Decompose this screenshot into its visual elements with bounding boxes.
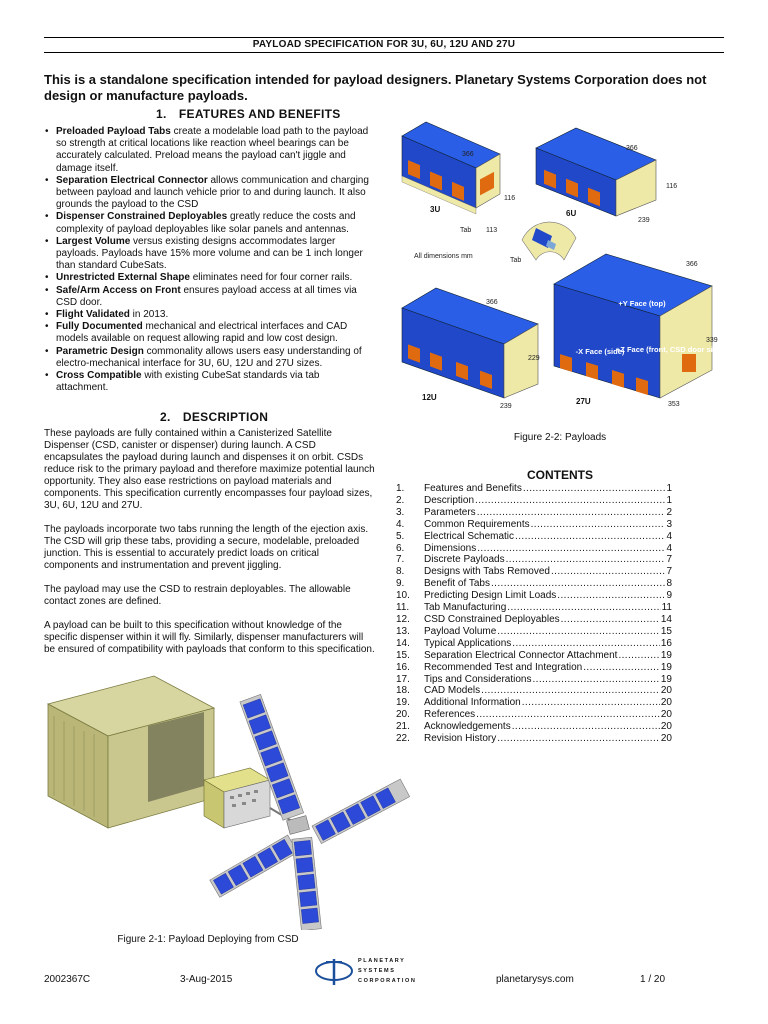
toc-leader-dots [522, 697, 660, 709]
toc-title: CAD Models [424, 685, 481, 697]
label-27u-xface: -X Face (side) [575, 347, 625, 356]
page-header-title: PAYLOAD SPECIFICATION FOR 3U, 6U, 12U AND 27U [252, 39, 516, 50]
toc-entry[interactable] [396, 507, 672, 519]
dim-6u-length: 366 [626, 145, 638, 152]
toc-leader-dots [512, 638, 660, 650]
toc-number: 12. [396, 613, 410, 625]
toc-page-number: 19 [660, 649, 672, 661]
table-of-contents [396, 483, 672, 745]
toc-entry[interactable] [396, 685, 672, 697]
toc-entry[interactable] [396, 674, 672, 686]
toc-leader-dots [506, 554, 666, 566]
toc-page-number: 20 [660, 733, 672, 745]
feature-text: allows communication and charging between payload and launch vehicle prior to and during launch. It also grounds the payload to the CSD [56, 174, 369, 211]
toc-page-number: 14 [660, 613, 672, 625]
toc-leader-dots [512, 721, 660, 733]
feature-title: Separation Electrical Connector [56, 174, 208, 186]
toc-page-number: 7 [666, 554, 672, 566]
toc-number: 21. [396, 721, 410, 733]
logo-line-1: PLANETARY [358, 958, 406, 964]
toc-leader-dots [531, 519, 666, 531]
toc-page-number: 7 [666, 566, 672, 578]
toc-number: 5. [396, 530, 405, 542]
toc-entry[interactable] [396, 626, 672, 638]
label-27u-yface: +Y Face (top) [618, 299, 666, 308]
label-27u-zface: +Z Face (front, CSD door side) [615, 345, 724, 354]
toc-page-number: 19 [660, 661, 672, 673]
toc-entry[interactable] [396, 709, 672, 721]
feature-item [44, 370, 374, 394]
footer-website-link[interactable]: planetarysys.com [496, 974, 574, 985]
toc-entry[interactable] [396, 519, 672, 531]
toc-title: Electrical Schematic [424, 530, 515, 542]
toc-page-number: 4 [666, 530, 672, 542]
dim-12u-length: 366 [486, 299, 498, 306]
toc-title: Payload Volume [424, 625, 497, 637]
toc-title: Additional Information [424, 697, 521, 709]
toc-title: Description [424, 494, 475, 506]
toc-page-number: 1 [666, 494, 672, 506]
dim-27u-length: 366 [686, 261, 698, 268]
toc-number: 17. [396, 673, 410, 685]
toc-title: Dimensions [424, 542, 477, 554]
footer-date: 3-Aug-2015 [180, 974, 233, 985]
toc-title: CSD Constrained Deployables [424, 613, 560, 625]
toc-page-number: 19 [660, 673, 672, 685]
toc-number: 4. [396, 518, 405, 530]
toc-page-number: 20 [660, 709, 672, 721]
toc-leader-dots [532, 674, 659, 686]
feature-text: in 2013. [129, 309, 169, 321]
planetary-systems-logo [312, 955, 422, 989]
toc-title: Parameters [424, 506, 476, 518]
toc-leader-dots [491, 578, 665, 590]
feature-title: Largest Volume [56, 235, 131, 247]
description-body [44, 428, 376, 668]
header-rule-top [44, 37, 724, 38]
feature-item [44, 175, 374, 212]
section-heading-features: 1. FEATURES AND BENEFITS [156, 107, 341, 121]
dim-3u-length: 366 [462, 151, 474, 158]
toc-title: Tab Manufacturing [424, 602, 507, 614]
logo-mark-icon [312, 957, 356, 987]
toc-page-number: 15 [660, 625, 672, 637]
figure-2-2-caption: Figure 2-2: Payloads [513, 432, 607, 443]
toc-leader-dots [475, 495, 665, 507]
toc-entry[interactable] [396, 495, 672, 507]
feature-title: Fully Documented [56, 321, 143, 333]
toc-page-number: 1 [666, 483, 672, 494]
toc-number: 1. [396, 483, 405, 494]
feature-item [44, 309, 374, 321]
feature-item [44, 211, 374, 235]
feature-text: versus existing designs accommodates larger payloads. Payloads have 15% more volume and can be 1 inch longer than standard CubeSats. [56, 235, 363, 272]
toc-title: Features and Benefits [424, 483, 522, 494]
toc-title: Acknowledgements [424, 721, 511, 733]
figure-payloads-image [396, 108, 724, 430]
toc-entry[interactable] [396, 614, 672, 626]
label-3u: 3U [430, 205, 441, 214]
toc-title: Revision History [424, 733, 497, 745]
feature-title: Preloaded Payload Tabs [56, 126, 171, 137]
toc-number: 18. [396, 685, 410, 697]
label-3u-tab: Tab [460, 227, 472, 234]
toc-title: Typical Applications [424, 637, 512, 649]
toc-leader-dots [557, 590, 665, 602]
label-tab-detail: Tab [510, 257, 522, 264]
dimensions-note: All dimensions mm [414, 253, 473, 260]
feature-text: eliminates need for four corner rails. [189, 272, 353, 284]
toc-number: 20. [396, 709, 410, 721]
toc-entry[interactable] [396, 662, 672, 674]
toc-title: References [424, 709, 476, 721]
feature-item [44, 285, 374, 309]
feature-text: ensures payload access at all times via CSD door. [56, 284, 357, 308]
dim-6u-height: 116 [666, 183, 678, 190]
description-paragraph: The payload may use the CSD to restrain deployables. The allowable contact zones are defined. [44, 584, 351, 607]
toc-leader-dots [497, 626, 660, 638]
toc-number: 11. [396, 602, 410, 614]
toc-page-number: 16 [660, 637, 672, 649]
toc-entry[interactable] [396, 554, 672, 566]
dim-12u-height: 229 [528, 355, 540, 362]
footer-page-number: 1 / 20 [640, 974, 666, 985]
toc-entry[interactable] [396, 638, 672, 650]
label-27u: 27U [576, 397, 591, 406]
toc-number: 2. [396, 494, 405, 506]
feature-item [44, 236, 374, 273]
toc-page-number: 20 [660, 697, 672, 709]
section-heading-description: 2. DESCRIPTION [160, 410, 269, 424]
toc-entry[interactable] [396, 697, 672, 709]
label-6u: 6U [566, 209, 577, 218]
feature-title: Unrestricted External Shape [56, 272, 190, 284]
dim-27u-width: 353 [668, 401, 680, 408]
toc-entry[interactable] [396, 721, 672, 733]
toc-entry[interactable] [396, 602, 672, 614]
toc-leader-dots [477, 543, 665, 555]
feature-text: commonality allows users easy understanding of electro-mechanical interface for 3U, 6U, 12U and 27U sizes. [56, 345, 362, 369]
toc-entry[interactable] [396, 578, 672, 590]
toc-number: 13. [396, 625, 410, 637]
dim-12u-width: 239 [500, 403, 512, 410]
toc-title: Common Requirements [424, 518, 530, 530]
feature-item [44, 126, 374, 175]
toc-page-number: 11 [661, 602, 672, 614]
feature-title: Cross Compatible [56, 370, 142, 382]
toc-leader-dots [497, 733, 660, 745]
toc-title: Separation Electrical Connector Attachment [424, 649, 618, 661]
feature-text: create a modelable load path to the payload so strength at critical locations like reaction wheel bearings can be accurately calculated. Preload means the payload can't jiggle and damage itself. [56, 126, 369, 174]
toc-number: 10. [396, 590, 410, 602]
feature-title: Dispenser Constrained Deployables [56, 211, 228, 223]
toc-leader-dots [481, 685, 660, 697]
toc-leader-dots [507, 602, 660, 614]
toc-title: Tips and Considerations [424, 673, 532, 685]
toc-page-number: 20 [660, 685, 672, 697]
feature-item [44, 321, 374, 345]
toc-number: 16. [396, 661, 410, 673]
features-list [44, 126, 374, 394]
toc-title: Discrete Payloads [424, 554, 505, 566]
header-rule-bottom [44, 52, 724, 53]
toc-entry[interactable] [396, 733, 672, 745]
toc-entry[interactable] [396, 650, 672, 662]
toc-entry[interactable] [396, 590, 672, 602]
toc-entry[interactable] [396, 543, 672, 555]
logo-line-3: CORPORATION [358, 978, 417, 984]
toc-page-number: 3 [666, 518, 672, 530]
toc-title: Recommended Test and Integration [424, 661, 583, 673]
feature-text: with existing CubeSat standards via tab attachment. [56, 370, 320, 394]
footer-doc-number: 2002367C [44, 974, 91, 985]
toc-number: 7. [396, 554, 405, 566]
toc-entry[interactable] [396, 531, 672, 543]
logo-line-2: SYSTEMS [358, 968, 396, 974]
toc-page-number: 20 [660, 721, 672, 733]
figure-2-1-caption: Figure 2-1: Payload Deploying from CSD [117, 934, 299, 945]
dim-3u-height: 116 [504, 195, 516, 202]
feature-title: Flight Validated [56, 309, 130, 321]
toc-title: Designs with Tabs Removed [424, 566, 550, 578]
toc-page-number: 8 [666, 578, 672, 590]
toc-number: 15. [396, 649, 410, 661]
toc-number: 14. [396, 637, 410, 649]
toc-title: Predicting Design Limit Loads [424, 590, 557, 602]
toc-number: 9. [396, 578, 405, 590]
toc-leader-dots [476, 709, 660, 721]
toc-leader-dots [618, 650, 659, 662]
toc-leader-dots [583, 662, 660, 674]
toc-leader-dots [551, 566, 665, 578]
dim-6u-width: 239 [638, 217, 650, 224]
intro-statement: This is a standalone specification intended for payload designers. Planetary Systems Corporation does not design or manufacture payloads. [44, 72, 707, 103]
toc-number: 6. [396, 542, 405, 554]
label-12u: 12U [422, 393, 437, 402]
feature-item [44, 346, 374, 370]
toc-entry[interactable] [396, 483, 672, 495]
feature-item [44, 272, 374, 284]
description-paragraph: A payload can be built to this specification without knowledge of the specific dispenser within it will fly. Similarly, dispenser manufacturers will be ensured of compatibility with payloads that conform to this specification. [44, 620, 375, 655]
toc-leader-dots [523, 483, 666, 495]
toc-page-number: 2 [666, 506, 672, 518]
feature-title: Safe/Arm Access on Front [56, 284, 181, 296]
contents-heading: CONTENTS [527, 468, 593, 482]
toc-leader-dots [477, 507, 666, 519]
toc-title: Benefit of Tabs [424, 578, 490, 590]
toc-page-number: 4 [666, 542, 672, 554]
toc-number: 3. [396, 506, 405, 518]
toc-page-number: 9 [666, 590, 672, 602]
feature-text: mechanical and electrical interfaces and CAD models available on request allowing rapid and low cost design. [56, 321, 348, 345]
toc-leader-dots [561, 614, 660, 626]
toc-number: 22. [396, 733, 410, 745]
figure-payload-deploying-image [44, 668, 414, 930]
toc-leader-dots [515, 531, 665, 543]
feature-text: greatly reduce the costs and complexity of payload deployables like solar panels and antennas. [56, 211, 356, 235]
toc-number: 8. [396, 566, 405, 578]
dim-3u-width: 113 [486, 227, 498, 234]
toc-entry[interactable] [396, 566, 672, 578]
description-paragraph: The payloads incorporate two tabs running the length of the ejection axis. The CSD will grip these tabs, providing a secure, modelable, preloaded junction. This is essential to accurately predict loads on critical components and instrumentation and prevent jiggling. [44, 524, 369, 571]
toc-number: 19. [396, 697, 410, 709]
feature-title: Parametric Design [56, 345, 144, 357]
description-paragraph: These payloads are fully contained within a Canisterized Satellite Dispenser (CSD, canister or dispenser) during launch. A CSD encapsulates the payload during launch and dispenses it on orbit. CSDs reduce risk to the primary payload and therefore maximize potential launch opportunity. They also ease restrictions on payload materials and components. This specification currently encompasses four payload sizes, 3U, 6U, 12U and 27U. [44, 428, 375, 511]
dim-27u-height: 339 [706, 337, 718, 344]
